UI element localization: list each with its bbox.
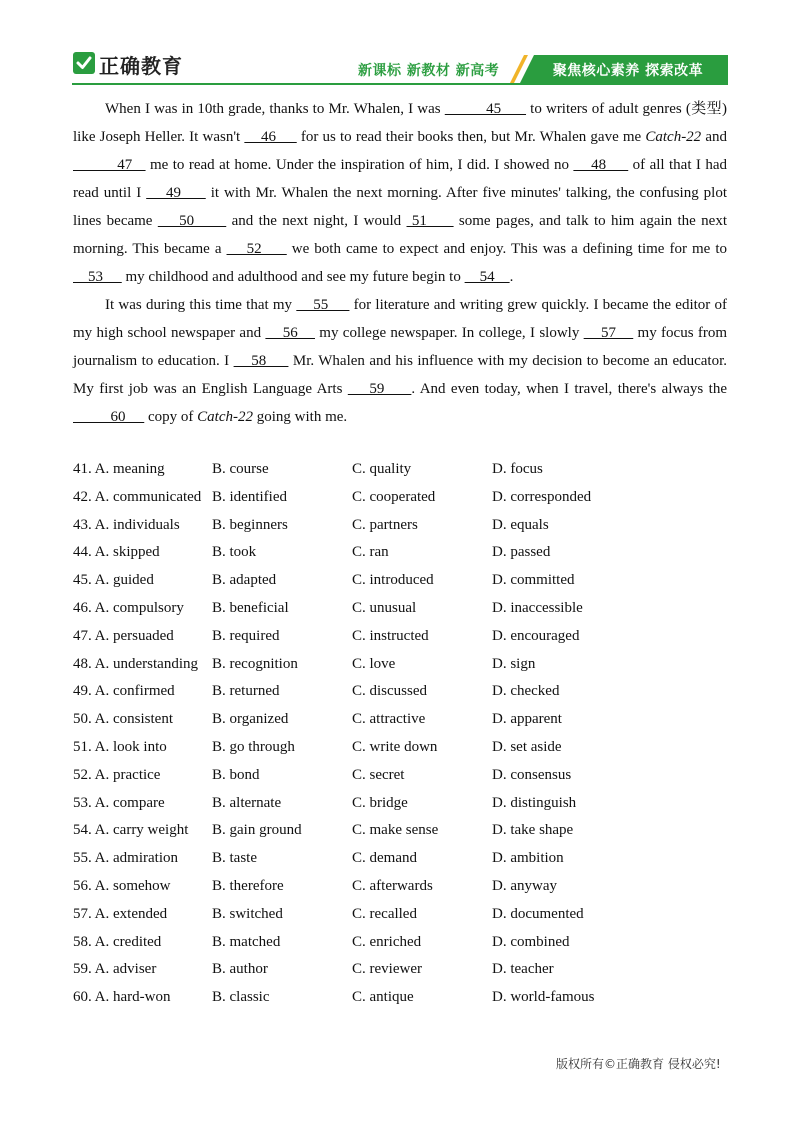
option-c: C. ran: [352, 544, 389, 561]
passage-text: some pages, and talk to him again the next morning. This became a: [73, 213, 728, 257]
option-d: D. sign: [492, 655, 536, 672]
option-c: C. quality: [352, 461, 412, 477]
answer-blank: 53: [73, 269, 122, 285]
option-d: D. take shape: [492, 822, 574, 839]
option-a: 52. A. practice: [73, 766, 161, 783]
passage-text: we both came to expect and enjoy. This was a defining time for me to: [286, 241, 727, 257]
cloze-passage: [73, 95, 727, 431]
question-row: [73, 989, 727, 1017]
option-b: B. bond: [212, 766, 260, 783]
option-d: D. set aside: [492, 738, 562, 755]
option-a: 47. A. persuaded: [73, 627, 174, 644]
question-row: [73, 739, 727, 767]
answer-blank: 60: [73, 409, 145, 425]
option-d: D. encouraged: [492, 627, 580, 644]
option-b: B. required: [212, 627, 280, 644]
answer-blank: 49: [146, 185, 206, 201]
passage-text: going with me.: [252, 409, 348, 425]
passage-paragraph-2: [73, 291, 727, 431]
option-c: C. introduced: [352, 572, 434, 589]
option-b: B. identified: [212, 488, 287, 505]
question-options: [73, 461, 727, 1017]
option-b: B. adapted: [212, 572, 277, 589]
option-d: D. corresponded: [492, 488, 592, 505]
option-c: C. secret: [352, 766, 405, 783]
option-a: 54. A. carry weight: [73, 822, 189, 839]
passage-text: my college newspaper. In college, I slowly: [314, 325, 584, 341]
header-divider: [72, 83, 728, 85]
book-title: Catch-22: [645, 129, 702, 145]
question-row: [73, 878, 727, 906]
answer-blank: 57: [583, 325, 634, 341]
passage-text: .: [509, 269, 514, 285]
option-d: D. apparent: [492, 711, 562, 728]
option-c: C. discussed: [352, 683, 427, 700]
question-row: [73, 683, 727, 711]
question-row: [73, 961, 727, 989]
option-b: B. therefore: [212, 877, 284, 894]
option-c: C. attractive: [352, 711, 426, 728]
option-d: D. consensus: [492, 766, 572, 783]
option-a: 60. A. hard-won: [73, 989, 171, 1006]
option-a: 44. A. skipped: [73, 544, 160, 561]
answer-blank: 56: [265, 325, 315, 341]
option-a: 51. A. look into: [73, 738, 167, 755]
option-c: C. instructed: [352, 627, 429, 644]
option-a: 57. A. extended: [73, 905, 168, 922]
option-b: B. organized: [212, 711, 289, 728]
answer-blank: 46: [244, 129, 297, 145]
passage-text: my childhood and adulthood and see my future begin to: [121, 269, 465, 285]
question-row: [73, 517, 727, 545]
passage-text: for us to read their books then, but Mr. Whalen gave me: [296, 129, 646, 145]
option-b: B. recognition: [212, 655, 298, 672]
question-row: [73, 795, 727, 823]
answer-blank: 58: [233, 353, 289, 369]
option-d: D. inaccessible: [492, 599, 583, 616]
option-d: D. documented: [492, 905, 584, 922]
question-row: [73, 934, 727, 962]
passage-text: When I was in 10th grade, thanks to Mr. Whalen, I was: [105, 101, 445, 117]
passage-text: Mr. Whalen and his influence with my decision to become an educator. My first job was an English Language Arts: [73, 353, 727, 397]
option-c: C. write down: [352, 738, 438, 755]
page-header: [0, 0, 800, 90]
option-a: 45. A. guided: [73, 572, 154, 589]
option-d: D. anyway: [492, 877, 557, 894]
passage-text: copy of: [144, 409, 198, 425]
banner-text: 聚焦核心素养 探索改革: [552, 63, 704, 79]
option-a: 59. A. adviser: [73, 961, 157, 978]
option-b: B. matched: [212, 933, 281, 950]
option-b: B. took: [212, 544, 257, 561]
passage-text: and: [701, 129, 727, 145]
option-b: B. switched: [212, 905, 283, 922]
question-row: [73, 461, 727, 489]
question-row: [73, 628, 727, 656]
option-a: 58. A. credited: [73, 933, 162, 950]
option-c: C. reviewer: [352, 961, 422, 978]
question-row: [73, 656, 727, 684]
passage-paragraph-1: [73, 95, 727, 291]
option-b: B. beginners: [212, 516, 288, 533]
answer-blank: 51: [406, 213, 454, 229]
option-b: B. gain ground: [212, 822, 302, 839]
option-d: D. committed: [492, 572, 575, 589]
passage-text: . And even today, when I travel, there's always the: [411, 381, 727, 397]
question-row: [73, 572, 727, 600]
option-b: B. author: [212, 961, 268, 978]
option-c: C. unusual: [352, 599, 417, 616]
option-c: C. demand: [352, 850, 417, 867]
option-a: 50. A. consistent: [73, 711, 173, 728]
answer-blank: 48: [573, 157, 629, 173]
option-c: C. make sense: [352, 822, 439, 839]
passage-text: it with Mr. Whalen the next morning. After five minutes' talking, the confusing plot lines became: [73, 185, 728, 229]
option-d: D. teacher: [492, 961, 554, 978]
option-a: 46. A. compulsory: [73, 599, 184, 616]
option-b: B. taste: [212, 850, 257, 867]
copyright-footer: 版权所有©正确教育 侵权必究!: [556, 1057, 721, 1071]
answer-blank: 54: [464, 269, 510, 285]
question-row: [73, 822, 727, 850]
option-b: B. returned: [212, 683, 280, 700]
question-row: [73, 544, 727, 572]
passage-text: for literature and writing grew quickly. I became the editor of my high school newspaper and: [73, 297, 728, 341]
option-c: C. cooperated: [352, 488, 436, 505]
option-b: B. course: [212, 461, 269, 477]
option-b: B. beneficial: [212, 599, 289, 616]
option-a: 55. A. admiration: [73, 850, 178, 867]
option-d: D. checked: [492, 683, 560, 700]
option-d: D. distinguish: [492, 794, 577, 811]
answer-blank: 47: [73, 157, 146, 173]
option-c: C. recalled: [352, 905, 417, 922]
question-row: [73, 906, 727, 934]
answer-blank: 45: [444, 101, 527, 117]
passage-text: It was during this time that my: [105, 297, 297, 313]
answer-blank: 59: [347, 381, 412, 397]
passage-text: me to read at home. Under the inspiration of him, I did. I showed no: [145, 157, 574, 173]
option-a: 53. A. compare: [73, 794, 165, 811]
check-icon: [73, 52, 95, 74]
option-a: 56. A. somehow: [73, 877, 171, 894]
option-c: C. afterwards: [352, 877, 433, 894]
option-a: 43. A. individuals: [73, 516, 180, 533]
option-c: C. partners: [352, 516, 418, 533]
passage-text: my focus from journalism to education. I: [73, 325, 728, 369]
option-d: D. world-famous: [492, 989, 595, 1006]
option-b: B. alternate: [212, 794, 282, 811]
question-row: [73, 600, 727, 628]
passage-text: and the next night, I would: [226, 213, 407, 229]
option-c: C. love: [352, 655, 396, 672]
brand-name: 正确教育: [99, 54, 183, 78]
option-d: D. passed: [492, 544, 551, 561]
option-d: D. equals: [492, 516, 549, 533]
option-c: C. bridge: [352, 794, 408, 811]
option-c: C. enriched: [352, 933, 422, 950]
answer-blank: 55: [296, 297, 350, 313]
passage-text: of all that I had read until I: [73, 157, 728, 201]
option-a: 41. A. meaning: [73, 461, 165, 477]
option-a: 42. A. communicated: [73, 488, 202, 505]
question-row: [73, 711, 727, 739]
option-b: B. go through: [212, 738, 295, 755]
book-title: Catch-22: [197, 409, 253, 425]
option-b: B. classic: [212, 989, 270, 1006]
option-d: D. ambition: [492, 850, 564, 867]
question-row: [73, 489, 727, 517]
answer-blank: 52: [226, 241, 287, 257]
passage-text: to writers of adult genres (类型) like Joseph Heller. It wasn't: [73, 101, 728, 145]
option-c: C. antique: [352, 989, 414, 1006]
option-d: D. focus: [492, 461, 543, 477]
option-a: 49. A. confirmed: [73, 683, 175, 700]
option-d: D. combined: [492, 933, 570, 950]
question-row: [73, 767, 727, 795]
answer-blank: 50: [157, 213, 227, 229]
header-slogan: 新课标 新教材 新高考: [358, 63, 500, 79]
option-a: 48. A. understanding: [73, 655, 198, 672]
question-row: [73, 850, 727, 878]
